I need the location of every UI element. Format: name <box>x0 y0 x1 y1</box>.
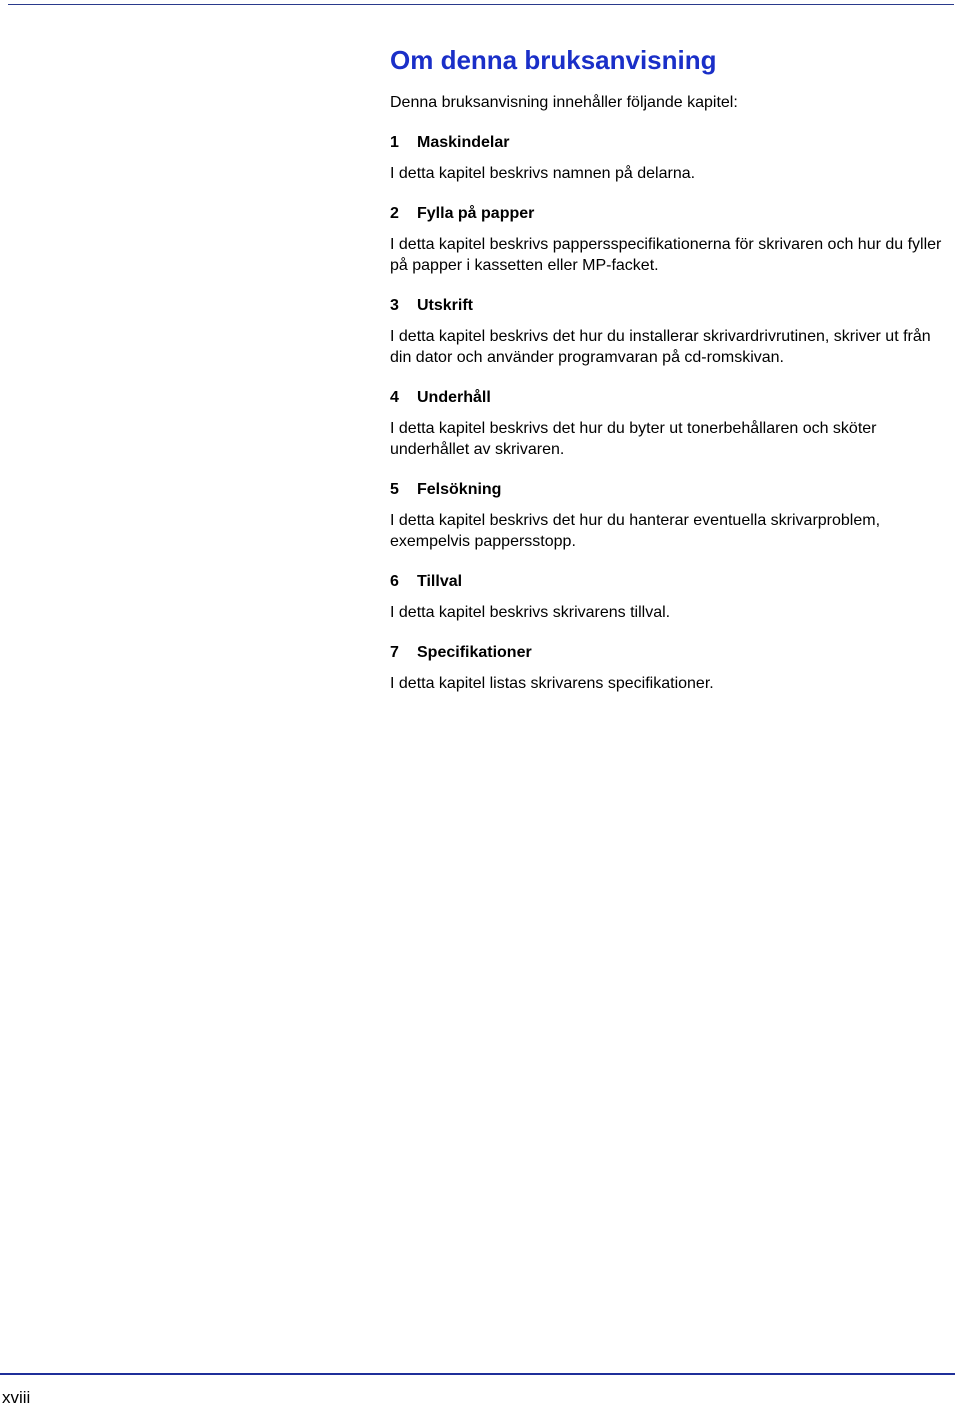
chapter-number: 5 <box>390 481 399 498</box>
chapter-item <box>390 387 952 460</box>
chapter-number: 6 <box>390 573 399 590</box>
chapter-heading <box>390 571 952 592</box>
page-title: Om denna bruksanvisning <box>390 45 717 75</box>
chapter-title: Felsökning <box>417 481 502 498</box>
chapter-heading <box>390 295 952 316</box>
chapter-description: I detta kapitel beskrivs det hur du hanterar eventuella skrivarproblem, exempelvis pappersstopp. <box>390 512 881 550</box>
chapter-description: I detta kapitel listas skrivarens specifikationer. <box>390 675 714 692</box>
chapter-heading <box>390 132 952 153</box>
chapter-item <box>390 571 952 623</box>
chapter-heading <box>390 203 952 224</box>
chapter-title: Fylla på papper <box>417 205 535 222</box>
chapter-heading <box>390 387 952 408</box>
top-rule <box>8 4 954 5</box>
chapter-number: 1 <box>390 134 399 151</box>
footer-rule <box>0 1373 955 1375</box>
chapter-number: 2 <box>390 205 399 222</box>
chapter-item <box>390 642 952 694</box>
chapter-description: I detta kapitel beskrivs det hur du byter ut tonerbehållaren och sköter underhållet av skrivaren. <box>390 420 877 458</box>
chapter-title: Specifikationer <box>417 644 532 661</box>
chapter-title: Maskindelar <box>417 134 510 151</box>
chapter-item <box>390 479 952 552</box>
chapter-description: I detta kapitel beskrivs namnen på delarna. <box>390 165 696 182</box>
chapter-number: 4 <box>390 389 399 406</box>
page-number: xviii <box>2 1388 31 1407</box>
chapter-title: Utskrift <box>417 297 474 314</box>
chapter-title: Tillval <box>417 573 463 590</box>
chapter-description: I detta kapitel beskrivs skrivarens tillval. <box>390 604 671 621</box>
chapter-item <box>390 295 952 368</box>
chapter-number: 7 <box>390 644 399 661</box>
chapter-heading <box>390 642 952 663</box>
page-content <box>390 42 952 694</box>
chapter-heading <box>390 479 952 500</box>
chapter-number: 3 <box>390 297 399 314</box>
chapter-description: I detta kapitel beskrivs det hur du installerar skrivardrivrutinen, skriver ut från din dator och använder programvaran på cd-romskivan. <box>390 328 931 366</box>
chapter-title: Underhåll <box>417 389 491 406</box>
chapter-item <box>390 203 952 276</box>
chapter-description: I detta kapitel beskrivs pappersspecifikationerna för skrivaren och hur du fyller på papper i kassetten eller MP-facket. <box>390 236 942 274</box>
chapter-item <box>390 132 952 184</box>
intro-text: Denna bruksanvisning innehåller följande kapitel: <box>390 94 738 111</box>
